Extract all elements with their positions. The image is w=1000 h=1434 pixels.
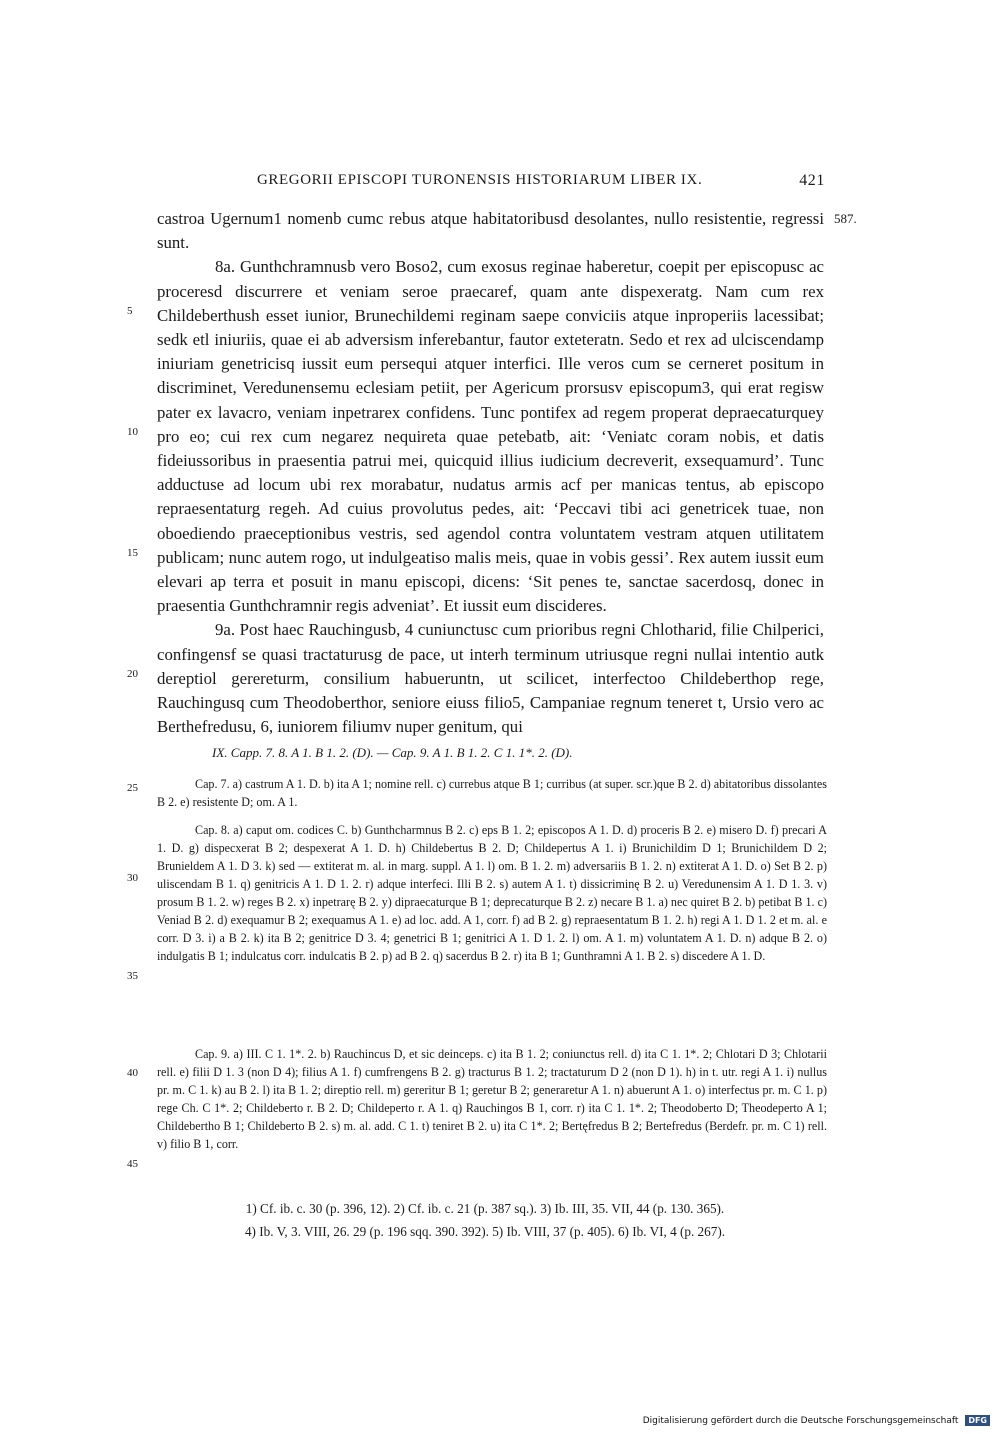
- apparatus-cap9-text: Cap. 9. a) III. C 1. 1*. 2. b) Rauchincus D, et sic deinceps. c) ita B 1. 2; coniunctus rell. d) ita C 1. 1*. 2; Chlotari D 3; Chlotarii rell. e) filii D 1. 3 (non D 4); filius A 1. f) cumfrengens B 2. g) tracturus B 1. 2; tractaturum D 2 (non D 1). h) in t. utr. regi A 1. i) nullus pr. m. C 1. k) au B 2. l) ita B 1. 2; direptio rell. m) gereritur B 1; geretur B 2; generaretur A 1. n) abuerunt A 1. o) interfectus pr. m. C 1. p) rege Ch. C 1*. 2; Childeberto r. B 2. D; Childeperto r. A 1. q) Rauchingos B 1, corr. r) ita C 1. 1*. 2; Theodoberto D; Theodeperto A 1; Childebertho B 1; Childeberto B 2. s) m. al. add. C 1. t) teniret B 2. u) ita C 1*. 2; Bertęfredus B 2; Bertefredus (Berdefr. pr. m. C 1) rell. v) filio B 1, corr.: [157, 1047, 827, 1151]
- apparatus-cap9: [157, 1045, 827, 1153]
- line-number: 5: [127, 305, 133, 317]
- footnote-line: 1) Cf. ib. c. 30 (p. 396, 12). 2) Cf. ib. c. 21 (p. 387 sq.). 3) Ib. III, 35. VII, 44 (p. 130. 365).: [245, 1201, 725, 1216]
- apparatus-cap7: [157, 775, 827, 811]
- line-number: 20: [127, 668, 138, 680]
- line-number: 10: [127, 426, 138, 438]
- line-number: 35: [127, 970, 138, 982]
- line-number: 15: [127, 547, 138, 559]
- apparatus-cap8: [157, 821, 827, 965]
- margin-year: 587.: [834, 211, 857, 226]
- running-header: [155, 172, 825, 194]
- line-number: 25: [127, 782, 138, 794]
- paragraph-chapter-9: 9a. Post haec Rauchingusb, 4 cuniunctusc cum prioribus regni Chlotharid, filie Chilperici, confingensf se quasi tractaturusg de pace, ut interh terminum utriusque regni nullai intentio autk dereptiol gerereturm, consilium habueruntn, ut scilicet, interfectoo Childeberthop rege, Rauchingusq cum Theodoberthor, seniore eiuss filio5, Campaniae regnum teneret t, Ursio vero ac Berthefredusu, 6, iuniorem filiumv nuper genitum, qui: [157, 620, 824, 737]
- digitization-footer: [643, 1415, 990, 1426]
- main-text: [157, 207, 824, 739]
- apparatus-cap7-text: Cap. 7. a) castrum A 1. D. b) ita A 1; nomine rell. c) currebus atque B 1; curribus (at super. scr.)que B 2. d) abitatoribus dissolantes B 2. e) resistente D; om. A 1.: [157, 777, 827, 809]
- apparatus-cap8-text: Cap. 8. a) caput om. codices C. b) Gunthcharmnus B 2. c) eps B 1. 2; episcopos A 1. D. d) proceris B 2. e) misero D. f) precari A 1. D. g) dispecxerat B 2; despexerat A 1. D. h) Childebertus B 2. D; Childepertus A 1. i) Brunichildim D 1; Brunichildem D 2; Brunieldem A 1. D 3. k) sed — extiterat m. al. in marg. suppl. A 1. l) om. B 1. 2. m) adversariis B 1. 2. n) extiterat A 1. D. o) Set B 2. p) uliscendam B 1. q) genitricis A 1. D 1. 2. r) adque interfeci. Illi B 2. s) autem A 1. t) dissicriminę B 2. u) Veredunensim A 1. D 1. 3. v) prosum B 1. 2. w) reges B 2. x) inpetrarę B 2. y) dipraecaturque B 1; deprecaturque B 2. z) necare B 1. a) nec quiret B 2. b) petibat B 1. c) Veniad B 2. d) exequamur B 2; exequamus A 1. e) ad loc. add. A 1, corr. f) ad B 2. g) repraesentatum B 1. 2. h) regi A 1. D 1. 2 et m. al. e corr. D 3. i) a B 2. k) ita B 2; genitrice D 3. 4; genetrici B 1; genitrici A 1. D 1. 2. l) om. A 1. m) voluntatem A 1. D. n) adque B 2. o) indulgatis B 1; indulcatus corr. indulcatis B 2. p) ad B 2. q) sacerdus B 2. r) ita B 1; Gunthramni A 1. B 2. s) discedere A 1. D.: [157, 823, 827, 963]
- running-title: GREGORII EPISCOPI TURONENSIS HISTORIARUM LIBER IX.: [257, 172, 703, 188]
- paragraph-chapter-8: 8a. Gunthchramnusb vero Boso2, cum exosus reginae haberetur, coepit per episcopusc ac proceresd discurrere et veniam seroe praecaref, quam ante dispexeratg. Nam cum rex Childeberthush esset iunior, Brunechildemi reginam saepe conviciis atque inproperiis lacessibat; sedk etl iniuriis, quae ei ab adversism inferebantur, fautor exteteratn. Sedo et rex ad ulciscendamp iniuriam genetricisq iussit eum persequi atquer interfici. Ille veros cum se cerneret positum in discriminet, Veredunensemu eclesiam petiit, per Agericum prorsusv episcopum3, qui erat regisw pater ex lavacro, veniam inpetrarex confidens. Tunc pontifex ad regem properat depraecaturquey pro eo; cui rex cum negarez nequireta quae petebatb, ait: ‘Veniatc coram nobis, et datis fideiussoribus in praesentia patrui mei, quicquid illius iudicium decreverit, exsequamurd’. Tunc adductuse ad locum ubi rex morabatur, nudatus armis acf per manicas tentus, ab episcopo repraesentaturg regeh. Ad cuius provolutus pedes, ait: ‘Peccavi tibi aci genetricek tuae, non oboediendo praeceptionibus vestris, sed agendol contra voluntatem vestram atquen utilitatem publicam; nunc autem rogo, ut indulgeatiso malis meis, quae in vobis gessi’. Rex autem iussit eum elevari ap terra et posuit in manu episcopi, dicens: ‘Sit penes te, sanctae sacerdosq, donec in praesentia Gunthchramnir regis adveniat’. Et iussit eum discideres.: [157, 257, 824, 616]
- dfg-logo: DFG: [965, 1415, 990, 1426]
- footer-text: Digitalisierung gefördert durch die Deutsche Forschungsgemeinschaft: [642, 1416, 959, 1426]
- line-number: 45: [127, 1158, 138, 1170]
- footnote-line: 4) Ib. V, 3. VIII, 26. 29 (p. 196 sqq. 390. 392). 5) Ib. VIII, 37 (p. 405). 6) Ib. VI, 4 (p. 267).: [244, 1224, 726, 1239]
- line-number: 30: [127, 872, 138, 884]
- footnotes: [140, 1197, 830, 1243]
- line-number: 40: [127, 1067, 138, 1079]
- apparatus-caps: IX. Capp. 7. 8. A 1. B 1. 2. (D). — Cap. 9. A 1. B 1. 2. C 1. 1*. 2. (D).: [212, 745, 573, 760]
- paragraph-continuation: castroa Ugernum1 nomenb cumc rebus atque habitatoribusd desolantes, nullo resistentie, regressi sunt.: [157, 209, 824, 253]
- page-number: 421: [799, 172, 825, 189]
